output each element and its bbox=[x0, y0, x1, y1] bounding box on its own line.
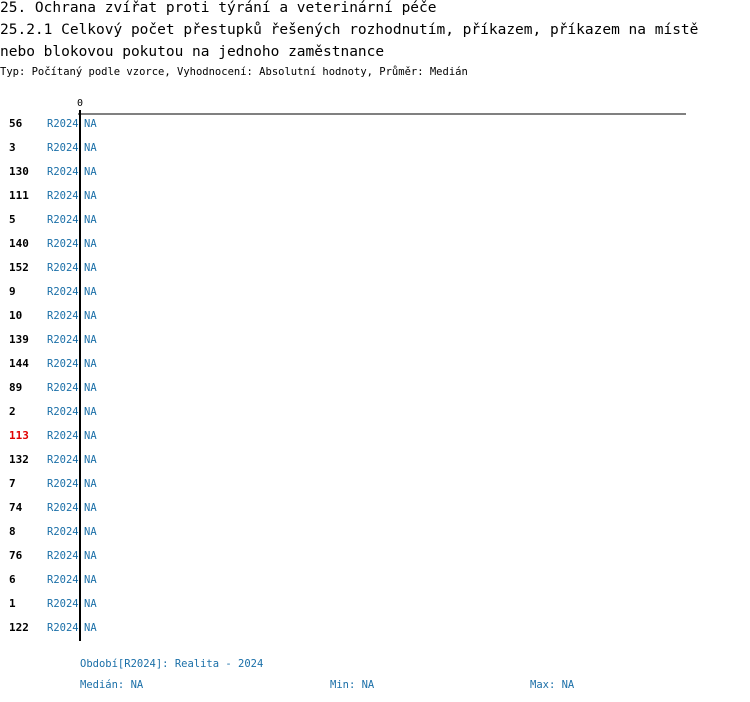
row-period-label: R2024 bbox=[47, 142, 79, 154]
max-stat: Max: NA bbox=[530, 679, 575, 691]
x-tick-label: 0 bbox=[76, 98, 84, 109]
row-value-label: NA bbox=[84, 190, 97, 202]
row-period-label: R2024 bbox=[47, 526, 79, 538]
row-id-label: 130 bbox=[9, 165, 29, 178]
row-period-label: R2024 bbox=[47, 574, 79, 586]
row-value-label: NA bbox=[84, 622, 97, 634]
row-value-label: NA bbox=[84, 430, 97, 442]
row-id-label: 5 bbox=[9, 213, 16, 226]
row-period-label: R2024 bbox=[47, 502, 79, 514]
row-id-label: 7 bbox=[9, 477, 16, 490]
row-value-label: NA bbox=[84, 574, 97, 586]
row-value-label: NA bbox=[84, 310, 97, 322]
row-id-label: 140 bbox=[9, 237, 29, 250]
row-value-label: NA bbox=[84, 142, 97, 154]
row-period-label: R2024 bbox=[47, 310, 79, 322]
row-period-label: R2024 bbox=[47, 406, 79, 418]
row-period-label: R2024 bbox=[47, 166, 79, 178]
row-id-label: 113 bbox=[9, 429, 29, 442]
row-period-label: R2024 bbox=[47, 382, 79, 394]
row-value-label: NA bbox=[84, 502, 97, 514]
period-legend: Období[R2024]: Realita - 2024 bbox=[80, 658, 264, 670]
row-period-label: R2024 bbox=[47, 358, 79, 370]
min-stat: Min: NA bbox=[330, 679, 375, 691]
chart-title-line-2: 25.2.1 Celkový počet přestupků řešených rozhodnutím, příkazem, příkazem na místě bbox=[0, 22, 699, 38]
row-period-label: R2024 bbox=[47, 478, 79, 490]
row-id-label: 2 bbox=[9, 405, 16, 418]
row-value-label: NA bbox=[84, 598, 97, 610]
row-id-label: 6 bbox=[9, 573, 16, 586]
row-value-label: NA bbox=[84, 382, 97, 394]
row-value-label: NA bbox=[84, 286, 97, 298]
row-value-label: NA bbox=[84, 118, 97, 130]
row-value-label: NA bbox=[84, 526, 97, 538]
row-id-label: 3 bbox=[9, 141, 16, 154]
row-period-label: R2024 bbox=[47, 430, 79, 442]
row-id-label: 10 bbox=[9, 309, 23, 322]
row-value-label: NA bbox=[84, 214, 97, 226]
chart-title-line-1: 25. Ochrana zvířat proti týrání a veterinární péče bbox=[0, 0, 437, 16]
row-id-label: 1 bbox=[9, 597, 16, 610]
row-id-label: 144 bbox=[9, 357, 29, 370]
row-value-label: NA bbox=[84, 262, 97, 274]
row-period-label: R2024 bbox=[47, 550, 79, 562]
row-period-label: R2024 bbox=[47, 190, 79, 202]
row-period-label: R2024 bbox=[47, 622, 79, 634]
row-period-label: R2024 bbox=[47, 238, 79, 250]
row-id-label: 8 bbox=[9, 525, 16, 538]
row-period-label: R2024 bbox=[47, 598, 79, 610]
row-value-label: NA bbox=[84, 358, 97, 370]
row-value-label: NA bbox=[84, 454, 97, 466]
median-stat: Medián: NA bbox=[80, 679, 144, 691]
row-period-label: R2024 bbox=[47, 334, 79, 346]
row-id-label: 76 bbox=[9, 549, 23, 562]
row-id-label: 132 bbox=[9, 453, 29, 466]
row-id-label: 122 bbox=[9, 621, 29, 634]
row-period-label: R2024 bbox=[47, 286, 79, 298]
row-period-label: R2024 bbox=[47, 454, 79, 466]
row-id-label: 9 bbox=[9, 285, 16, 298]
row-id-label: 152 bbox=[9, 261, 29, 274]
row-value-label: NA bbox=[84, 334, 97, 346]
row-period-label: R2024 bbox=[47, 262, 79, 274]
row-value-label: NA bbox=[84, 166, 97, 178]
row-value-label: NA bbox=[84, 550, 97, 562]
row-id-label: 89 bbox=[9, 381, 23, 394]
row-id-label: 56 bbox=[9, 117, 23, 130]
row-id-label: 139 bbox=[9, 333, 29, 346]
chart-title-line-3: nebo blokovou pokutou na jednoho zaměstnance bbox=[0, 44, 385, 60]
row-value-label: NA bbox=[84, 406, 97, 418]
row-value-label: NA bbox=[84, 238, 97, 250]
row-value-label: NA bbox=[84, 478, 97, 490]
row-period-label: R2024 bbox=[47, 214, 79, 226]
row-id-label: 74 bbox=[9, 501, 23, 514]
row-id-label: 111 bbox=[9, 189, 29, 202]
chart-subtitle: Typ: Počítaný podle vzorce, Vyhodnocení: Absolutní hodnoty, Průměr: Medián bbox=[0, 66, 468, 78]
row-period-label: R2024 bbox=[47, 118, 79, 130]
